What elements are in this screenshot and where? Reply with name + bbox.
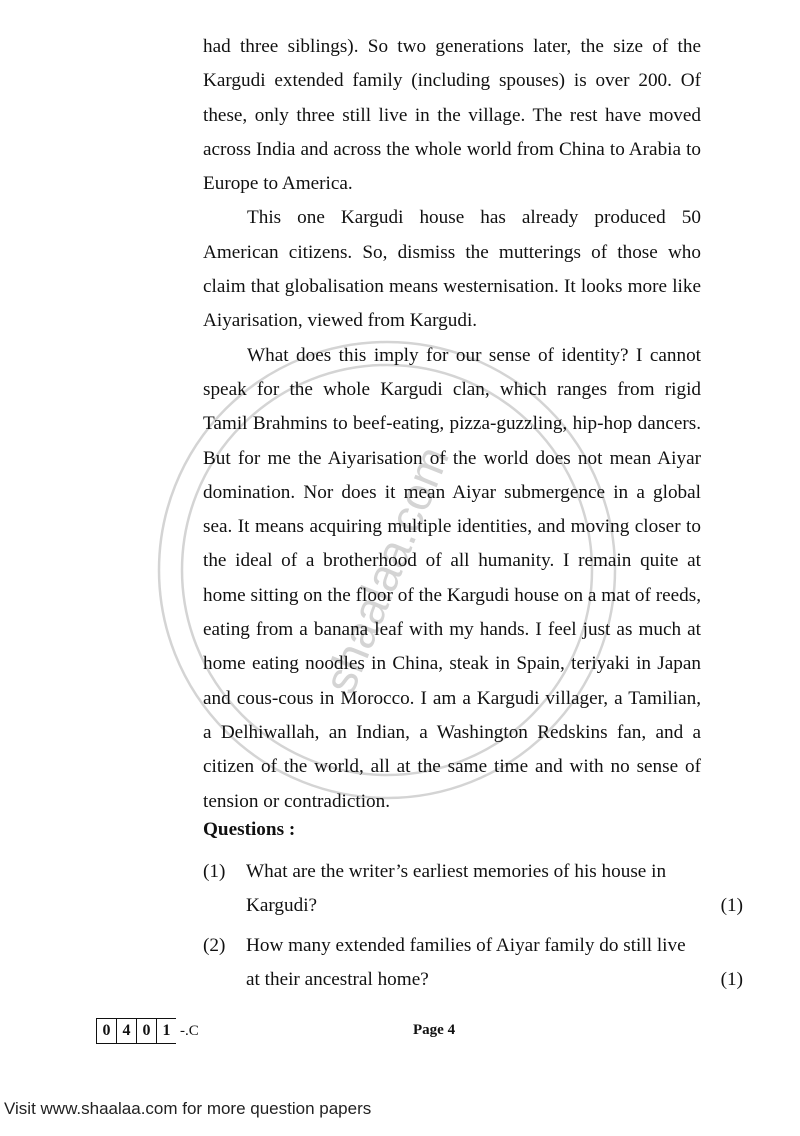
paper-code (96, 1018, 199, 1044)
passage-paragraph: had three siblings). So two generations later, the size of the Kargudi extended family (including spouses) is over 200. Of these, only three still live in the village. The rest have moved across India and across the whole world from China to Arabia to Europe to America. (203, 36, 701, 195)
paper-code-digit: 0 (136, 1018, 156, 1044)
question-text: What are the writer’s earliest memories of his house in Kargudi? (246, 861, 667, 916)
paper-code-suffix: -.C (180, 1022, 199, 1039)
watermark-text: shaalaa.com (313, 438, 460, 701)
question-number: (2) (203, 935, 226, 956)
paper-code-digit: 1 (156, 1018, 176, 1044)
paper-code-digit: 4 (116, 1018, 136, 1044)
passage-paragraph: What does this imply for our sense of identity? I cannot speak for the whole Kargudi clan, which ranges from rigid Tamil Brahmins to beef-eating, pizza-guzzling, hip-hop dancers. But for me the Aiyarisation of the world does not mean Aiyar domination. Nor does it mean Aiyar submergence in a global sea. It means acquiring multiple identities, and moving closer to the ideal of a brotherhood of all humanity. I remain quite at home sitting on the floor of the Kargudi house on a mat of reeds, eating from a banana leaf with my hands. I feel just as much at home eating noodles in China, steak in Spain, teriyaki in Japan and cous-cous in Morocco. I am a Kargudi villager, a Tamilian, a Delhiwallah, an Indian, a Washington Redskins fan, and a citizen of the world, all at the same time and with no sense of tension or contradiction. (203, 344, 701, 812)
page-number: Page 4 (413, 1022, 456, 1038)
promo-note: Visit www.shaalaa.com for more question papers (4, 1099, 372, 1118)
passage (203, 30, 701, 819)
passage-paragraph: This one Kargudi house has already produced 50 American citizens. So, dismiss the mutterings of those who claim that globalisation means westernisation. It looks more like Aiyarisation, viewed from Kargudi. (203, 207, 701, 332)
questions-heading: Questions : (203, 819, 296, 840)
question-marks: (1) (720, 969, 743, 990)
question-number: (1) (203, 861, 226, 882)
paper-code-digit: 0 (96, 1018, 116, 1044)
question-text: How many extended families of Aiyar family do still live at their ancestral home? (246, 935, 686, 990)
question-marks: (1) (720, 895, 743, 916)
